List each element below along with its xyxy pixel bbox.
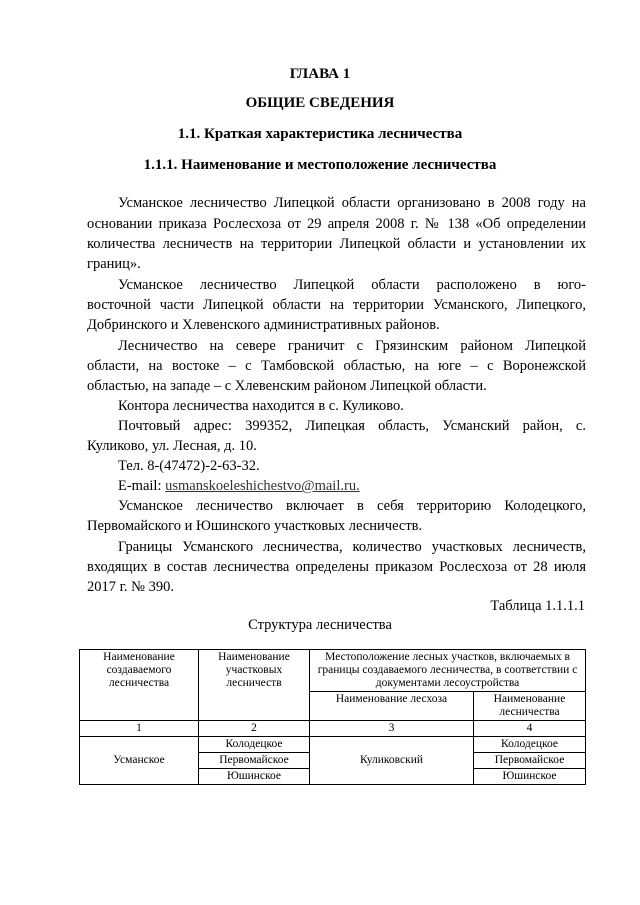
table-header-row [80, 650, 586, 692]
column-number: 2 [199, 721, 310, 737]
paragraph-line: области, на востоке – с Тамбовской областью, на юге – с Воронежской [87, 358, 586, 374]
paragraph-line: Лесничество на севере граничит с Грязинским районом Липецкой [118, 338, 586, 354]
email-line [118, 476, 586, 496]
section-heading: ОБЩИЕ СВЕДЕНИЯ [245, 95, 395, 111]
table-title: Структура лесничества [248, 617, 392, 633]
header-cell: Местоположение лесных участков, включаемых в границы создаваемого лесничества, в соответствии с документами лесоустройства [310, 650, 586, 692]
postal-address-line: Куликово, ул. Лесная, д. 10. [87, 438, 257, 454]
district-cell: Колодецкое [199, 737, 310, 753]
paragraph-line: основании приказа Рослесхоза от 29 апреля 2008 г. № 138 «Об определении [87, 216, 586, 232]
column-number: 4 [474, 721, 586, 737]
forestry-name-cell: Первомайское [474, 753, 586, 769]
paragraph-line: Границы Усманского лесничества, количество участковых лесничеств, [118, 539, 586, 555]
paragraph-line: Добринского и Хлевенского административных районов. [87, 317, 440, 333]
district-cell: Юшинское [199, 769, 310, 785]
header-cell: Наименование участковых лесничеств [199, 650, 310, 721]
paragraph-line: Первомайского и Юшинского участковых лесничеств. [87, 518, 423, 534]
paragraph-line: входящих в состав лесничества определены приказом Рослесхоза от 28 июля [87, 559, 586, 575]
paragraph-line: Усманское лесничество включает в себя территорию Колодецкого, [118, 498, 586, 514]
office-location: Контора лесничества находится в с. Куликово. [118, 398, 404, 414]
district-cell: Первомайское [199, 753, 310, 769]
paragraph-line: Усманское лесничество Липецкой области организовано в 2008 году на [118, 195, 586, 211]
table-number: Таблица 1.1.1.1 [490, 598, 585, 614]
paragraph-line: Усманское лесничество Липецкой области расположено в юго- [118, 277, 586, 293]
forestry-name-cell: Юшинское [474, 769, 586, 785]
phone-line: Тел. 8-(47472)-2-63-32. [118, 458, 260, 474]
chapter-heading: ГЛАВА 1 [289, 66, 351, 82]
paragraph-line: количества лесничеств на территории Липецкой области и установлении их [87, 236, 586, 252]
table-row [80, 737, 586, 753]
forestry-structure-table [79, 649, 586, 785]
leskhoz-cell: Куликовский [310, 737, 474, 785]
column-number: 1 [80, 721, 199, 737]
forestry-cell: Усманское [80, 737, 199, 785]
paragraph-line: восточной части Липецкой области на территории Усманского, Липецкого, [87, 297, 586, 313]
header-cell: Наименование лесхоза [310, 692, 474, 721]
email-link[interactable]: usmanskoeleshichestvo@mail.ru. [165, 478, 360, 494]
forestry-name-cell: Колодецкое [474, 737, 586, 753]
subsection-heading: 1.1. Краткая характеристика лесничества [177, 126, 463, 142]
header-cell: Наименование лесничества [474, 692, 586, 721]
header-cell: Наименование создаваемого лесничества [80, 650, 199, 721]
email-label: E-mail: [118, 478, 162, 494]
subsubsection-heading: 1.1.1. Наименование и местоположение лесничества [143, 157, 497, 173]
paragraph-line: границ». [87, 256, 141, 272]
column-number: 3 [310, 721, 474, 737]
paragraph-line: 2017 г. № 390. [87, 579, 175, 595]
paragraph-line: областью, на западе – с Хлевенским районом Липецкой области. [87, 378, 487, 394]
table-number-row [80, 721, 586, 737]
postal-address-line: Почтовый адрес: 399352, Липецкая область, Усманский район, с. [118, 418, 586, 434]
